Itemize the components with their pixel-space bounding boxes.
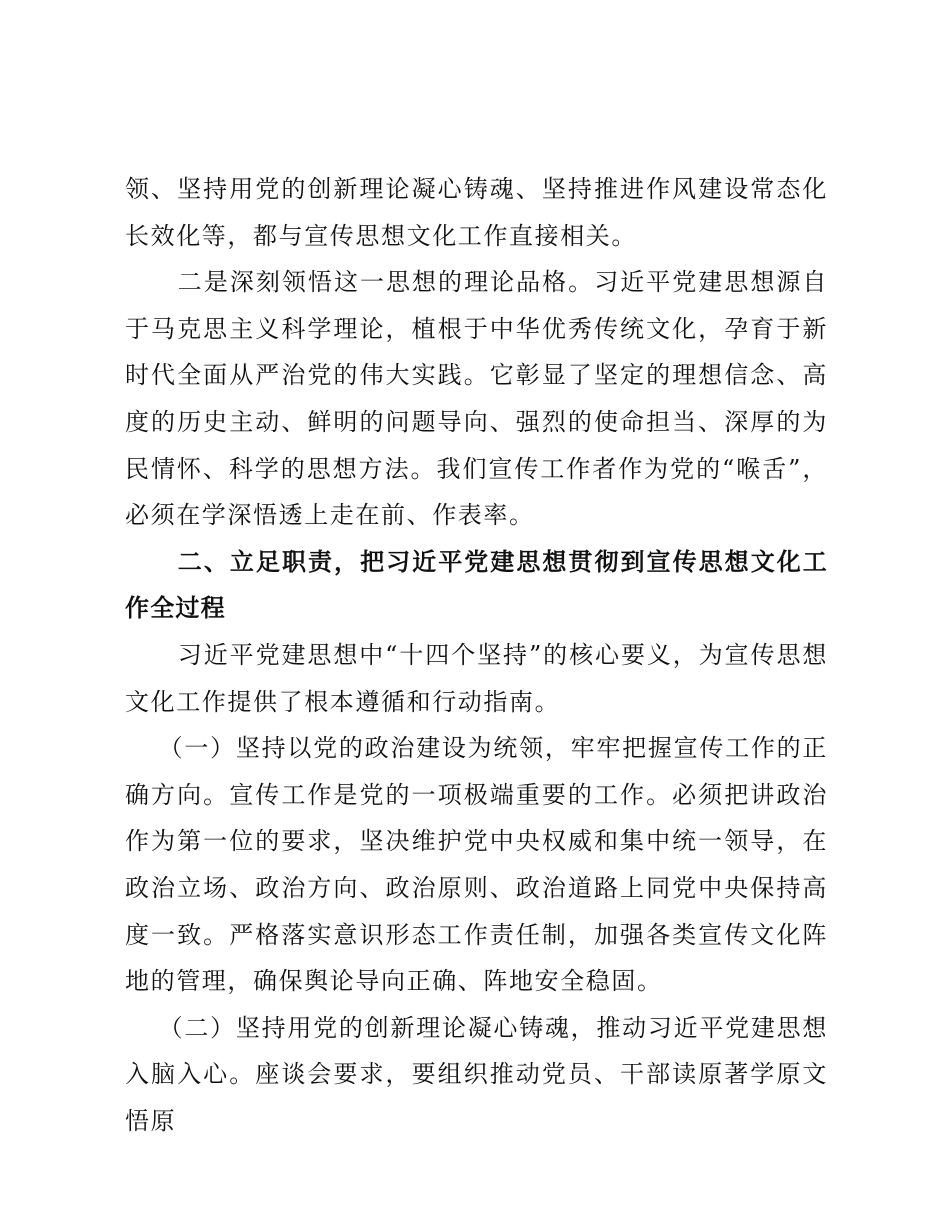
paragraph-continuation: 领、坚持用党的创新理论凝心铸魂、坚持推进作风建设常态化长效化等，都与宣传思想文化工作直接相关。 <box>125 175 828 250</box>
section-heading-2: 二、立足职责，把习近平党建思想贯彻到宣传思想文化工作全过程 <box>125 547 828 623</box>
paragraph-fourteen-adherences: 习近平党建思想中“十四个坚持”的核心要义，为宣传思想文化工作提供了根本遵循和行动指南。 <box>125 640 828 716</box>
paragraph-item-2: （二）坚持用党的创新理论凝心铸魂，推动习近平党建思想入脑入心。座谈会要求，要组织推动党员、干部读原著学原文悟原 <box>125 1013 828 1135</box>
paragraph-theoretical-character: 二是深刻领悟这一思想的理论品格。习近平党建思想源自于马克思主义科学理论，植根于中华优秀传统文化，孕育于新时代全面从严治党的伟大实践。它彰显了坚定的理想信念、高度的历史主动、鲜明的问题导向、强烈的使命担当、深厚的为民情怀、科学的思想方法。我们宣传工作者作为党的“喉舌”，必须在学深悟透上走在前、作表率。 <box>125 268 828 530</box>
paragraph-item-1: （一）坚持以党的政治建设为统领，牢牢把握宣传工作的正确方向。宣传工作是党的一项极端重要的工作。必须把讲政治作为第一位的要求，坚决维护党中央权威和集中统一领导，在政治立场、政治方向、政治原则、政治道路上同党中央保持高度一致。严格落实意识形态工作责任制，加强各类宣传文化阵地的管理，确保舆论导向正确、阵地安全稳固。 <box>125 734 828 996</box>
document-body <box>125 166 828 1144</box>
